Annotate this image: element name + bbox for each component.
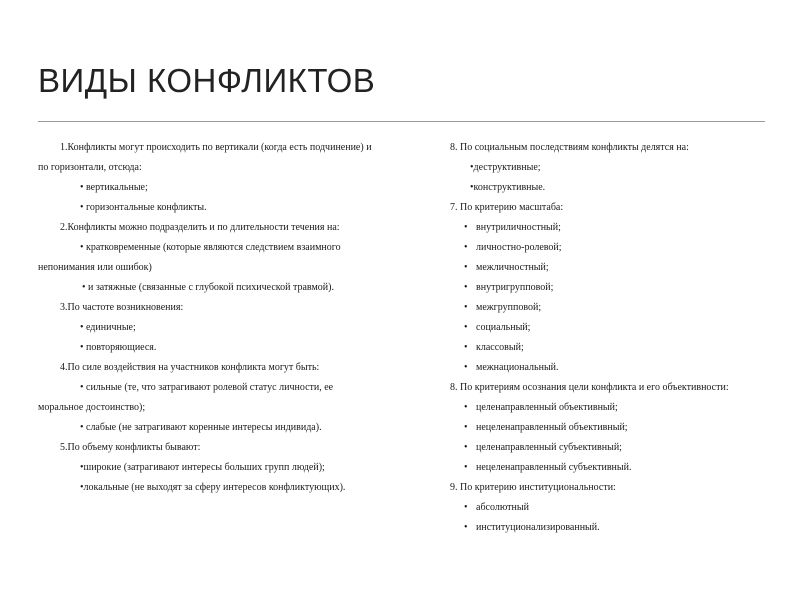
slide-title: ВИДЫ КОНФЛИКТОВ: [38, 62, 376, 99]
list-item: • сильные (те, что затрагивают ролевой статус личности, ее: [80, 382, 334, 393]
bullet-icon: •: [464, 402, 468, 413]
list-item: • слабые (не затрагивают коренные интересы индивида).: [80, 422, 322, 433]
text-line: по горизонтали, отсюда:: [38, 162, 142, 173]
list-item: • горизонтальные конфликты.: [80, 202, 207, 213]
text-line: 2.Конфликты можно подразделить и по длительности течения на:: [60, 222, 340, 233]
list-item: • нецеленаправленный субъективный.: [450, 458, 780, 478]
list-item: • межнациональный.: [450, 358, 780, 378]
bullet-icon: •: [464, 462, 468, 473]
bullet-icon: •: [464, 362, 468, 373]
text-line: 4.По силе воздействия на участников конфликта могут быть:: [60, 362, 320, 373]
list-item: • личностно-ролевой;: [450, 238, 780, 258]
right-column: [450, 138, 780, 538]
bullet-icon: •: [464, 522, 468, 533]
list-item: • нецеленаправленный объективный;: [450, 418, 780, 438]
text-line: 8. По критериям осознания цели конфликта и его объективности:: [450, 382, 729, 393]
bullet-icon: •: [464, 342, 468, 353]
text-line: 5.По объему конфликты бывают:: [60, 442, 201, 453]
list-item: • вертикальные;: [80, 182, 148, 193]
text-line: непонимания или ошибок): [38, 262, 152, 273]
list-item: • и затяжные (связанные с глубокой психической травмой).: [82, 282, 334, 293]
list-item: • повторяющиеся.: [80, 342, 157, 353]
list-item: • целенаправленный субъективный;: [450, 438, 780, 458]
text-line: 9. По критерию институциональности:: [450, 482, 616, 493]
left-column: [38, 138, 408, 498]
text-line: 8. По социальным последствиям конфликты делятся на:: [450, 142, 689, 153]
list-item: • целенаправленный объективный;: [450, 398, 780, 418]
bullet-icon: •: [464, 262, 468, 273]
text-line: 1.Конфликты могут происходить по вертикали (когда есть подчинение) и: [60, 142, 372, 153]
text-line: 7. По критерию масштаба:: [450, 202, 564, 213]
bullet-icon: •: [464, 222, 468, 233]
bullet-icon: •: [464, 322, 468, 333]
bullet-icon: •: [464, 282, 468, 293]
list-item: • единичные;: [80, 322, 136, 333]
list-item: • абсолютный: [450, 498, 780, 518]
list-item: •локальные (не выходят за сферу интересов конфликтующих).: [80, 482, 346, 493]
list-item: • классовый;: [450, 338, 780, 358]
text-line: 3.По частоте возникновения:: [60, 302, 184, 313]
list-item: • межличностный;: [450, 258, 780, 278]
list-item: • социальный;: [450, 318, 780, 338]
list-item: • внутриличностный;: [450, 218, 780, 238]
bullet-icon: •: [464, 422, 468, 433]
list-item: •конструктивные.: [470, 182, 546, 193]
list-item: •широкие (затрагивают интересы больших групп людей);: [80, 462, 325, 473]
bullet-icon: •: [464, 442, 468, 453]
bullet-icon: •: [464, 502, 468, 513]
list-item: • межгрупповой;: [450, 298, 780, 318]
list-item: •деструктивные;: [470, 162, 541, 173]
bullet-icon: •: [464, 302, 468, 313]
list-item: • внутригрупповой;: [450, 278, 780, 298]
list-item: • кратковременные (которые являются следствием взаимного: [80, 242, 341, 253]
title-divider: [38, 121, 765, 122]
text-line: моральное достоинство);: [38, 402, 146, 413]
list-item: • институционализированный.: [450, 518, 780, 538]
bullet-icon: •: [464, 242, 468, 253]
